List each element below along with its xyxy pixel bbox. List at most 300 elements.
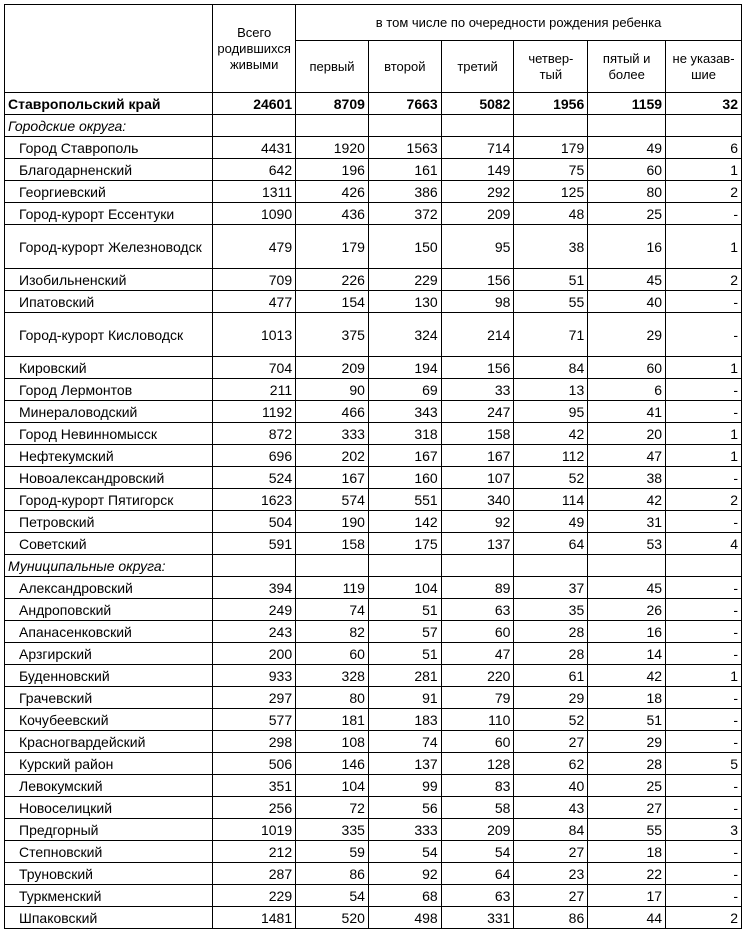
value-fourth: 38 bbox=[514, 225, 588, 269]
value-total: 1192 bbox=[213, 401, 296, 423]
table-row bbox=[5, 907, 742, 929]
value-first: 74 bbox=[296, 599, 369, 621]
value-total: 872 bbox=[213, 423, 296, 445]
district-name: Нефтекумский bbox=[5, 445, 213, 467]
header-col-second: второй bbox=[368, 41, 441, 93]
value-fifth-plus: 6 bbox=[588, 379, 666, 401]
value-third: 83 bbox=[441, 775, 514, 797]
value-first: 86 bbox=[296, 863, 369, 885]
value-third: 247 bbox=[441, 401, 514, 423]
value-second: 137 bbox=[368, 753, 441, 775]
value-fourth: 125 bbox=[514, 181, 588, 203]
table-row bbox=[5, 775, 742, 797]
value-second: 92 bbox=[368, 863, 441, 885]
value-second: 498 bbox=[368, 907, 441, 929]
value-second: 68 bbox=[368, 885, 441, 907]
value-fifth-plus: 41 bbox=[588, 401, 666, 423]
value-total: 297 bbox=[213, 687, 296, 709]
value-second: 386 bbox=[368, 181, 441, 203]
value-second: 167 bbox=[368, 445, 441, 467]
table-row bbox=[5, 357, 742, 379]
value-first: 209 bbox=[296, 357, 369, 379]
district-name: Город Ставрополь bbox=[5, 137, 213, 159]
value-fourth: 84 bbox=[514, 819, 588, 841]
value-unspecified: 6 bbox=[666, 137, 742, 159]
value-second: 183 bbox=[368, 709, 441, 731]
value-unspecified: - bbox=[666, 379, 742, 401]
value-fifth-plus bbox=[588, 555, 666, 577]
value-second: 333 bbox=[368, 819, 441, 841]
value-fifth-plus: 18 bbox=[588, 841, 666, 863]
value-fifth-plus: 25 bbox=[588, 203, 666, 225]
value-third: 33 bbox=[441, 379, 514, 401]
value-first: 466 bbox=[296, 401, 369, 423]
district-name: Советский bbox=[5, 533, 213, 555]
value-total: 212 bbox=[213, 841, 296, 863]
table-row bbox=[5, 401, 742, 423]
table-row bbox=[5, 885, 742, 907]
value-first: 167 bbox=[296, 467, 369, 489]
value-fourth bbox=[514, 115, 588, 137]
value-fourth: 64 bbox=[514, 533, 588, 555]
value-unspecified: 1 bbox=[666, 665, 742, 687]
value-first: 154 bbox=[296, 291, 369, 313]
section-row bbox=[5, 115, 742, 137]
value-second: 91 bbox=[368, 687, 441, 709]
value-third: 167 bbox=[441, 445, 514, 467]
value-fourth: 55 bbox=[514, 291, 588, 313]
value-first: 80 bbox=[296, 687, 369, 709]
value-second: 194 bbox=[368, 357, 441, 379]
district-name: Новоалександровский bbox=[5, 467, 213, 489]
value-fourth: 27 bbox=[514, 841, 588, 863]
value-total: 298 bbox=[213, 731, 296, 753]
value-unspecified: 5 bbox=[666, 753, 742, 775]
value-unspecified: - bbox=[666, 621, 742, 643]
value-second: 7663 bbox=[368, 93, 441, 115]
value-second: 99 bbox=[368, 775, 441, 797]
value-fourth: 62 bbox=[514, 753, 588, 775]
value-fourth: 28 bbox=[514, 643, 588, 665]
value-fourth: 23 bbox=[514, 863, 588, 885]
value-unspecified: - bbox=[666, 863, 742, 885]
value-first: 335 bbox=[296, 819, 369, 841]
district-name: Кировский bbox=[5, 357, 213, 379]
value-third: 5082 bbox=[441, 93, 514, 115]
district-name: Ставропольский край bbox=[5, 93, 213, 115]
table-row bbox=[5, 621, 742, 643]
table-row bbox=[5, 797, 742, 819]
value-second: 318 bbox=[368, 423, 441, 445]
value-fifth-plus: 25 bbox=[588, 775, 666, 797]
value-first: 520 bbox=[296, 907, 369, 929]
district-name: Грачевский bbox=[5, 687, 213, 709]
value-fifth-plus: 20 bbox=[588, 423, 666, 445]
district-name: Буденновский bbox=[5, 665, 213, 687]
value-fifth-plus: 18 bbox=[588, 687, 666, 709]
value-fourth: 52 bbox=[514, 467, 588, 489]
value-total: 287 bbox=[213, 863, 296, 885]
header-col-third: третий bbox=[441, 41, 514, 93]
value-second: 69 bbox=[368, 379, 441, 401]
value-total: 256 bbox=[213, 797, 296, 819]
value-second: 1563 bbox=[368, 137, 441, 159]
value-unspecified: - bbox=[666, 731, 742, 753]
district-name: Благодарненский bbox=[5, 159, 213, 181]
table-row bbox=[5, 225, 742, 269]
table-row bbox=[5, 269, 742, 291]
value-second: 161 bbox=[368, 159, 441, 181]
value-total: 933 bbox=[213, 665, 296, 687]
value-third: 95 bbox=[441, 225, 514, 269]
value-unspecified: - bbox=[666, 797, 742, 819]
value-fifth-plus: 45 bbox=[588, 577, 666, 599]
value-fourth: 86 bbox=[514, 907, 588, 929]
district-name: Апанасенковский bbox=[5, 621, 213, 643]
value-fifth-plus: 55 bbox=[588, 819, 666, 841]
value-total: 211 bbox=[213, 379, 296, 401]
value-fifth-plus: 22 bbox=[588, 863, 666, 885]
table-row bbox=[5, 863, 742, 885]
district-name: Город Лермонтов bbox=[5, 379, 213, 401]
table-row bbox=[5, 687, 742, 709]
value-total: 524 bbox=[213, 467, 296, 489]
value-unspecified: 2 bbox=[666, 269, 742, 291]
district-name: Предгорный bbox=[5, 819, 213, 841]
value-third: 292 bbox=[441, 181, 514, 203]
table-row bbox=[5, 841, 742, 863]
table-row bbox=[5, 577, 742, 599]
district-name: Кочубеевский bbox=[5, 709, 213, 731]
value-first: 82 bbox=[296, 621, 369, 643]
value-unspecified: - bbox=[666, 467, 742, 489]
value-fourth: 28 bbox=[514, 621, 588, 643]
value-total: 249 bbox=[213, 599, 296, 621]
value-second: 324 bbox=[368, 313, 441, 357]
value-fifth-plus: 44 bbox=[588, 907, 666, 929]
value-unspecified: 2 bbox=[666, 907, 742, 929]
value-first: 226 bbox=[296, 269, 369, 291]
value-first: 104 bbox=[296, 775, 369, 797]
value-fourth: 95 bbox=[514, 401, 588, 423]
district-name: Петровский bbox=[5, 511, 213, 533]
district-name: Труновский bbox=[5, 863, 213, 885]
value-fourth: 40 bbox=[514, 775, 588, 797]
value-fourth bbox=[514, 555, 588, 577]
value-fourth: 27 bbox=[514, 731, 588, 753]
value-third: 47 bbox=[441, 643, 514, 665]
value-first: 119 bbox=[296, 577, 369, 599]
value-first: 1920 bbox=[296, 137, 369, 159]
value-fourth: 52 bbox=[514, 709, 588, 731]
value-first: 190 bbox=[296, 511, 369, 533]
table-row bbox=[5, 423, 742, 445]
value-unspecified: - bbox=[666, 291, 742, 313]
district-name: Туркменский bbox=[5, 885, 213, 907]
table-header bbox=[5, 5, 742, 93]
value-first: 108 bbox=[296, 731, 369, 753]
value-fourth: 1956 bbox=[514, 93, 588, 115]
value-second: 51 bbox=[368, 599, 441, 621]
value-third: 331 bbox=[441, 907, 514, 929]
table-row bbox=[5, 203, 742, 225]
district-name: Минераловодский bbox=[5, 401, 213, 423]
value-first: 8709 bbox=[296, 93, 369, 115]
district-name: Арзгирский bbox=[5, 643, 213, 665]
value-unspecified: 32 bbox=[666, 93, 742, 115]
value-total: 24601 bbox=[213, 93, 296, 115]
value-fifth-plus: 47 bbox=[588, 445, 666, 467]
value-third: 63 bbox=[441, 599, 514, 621]
value-unspecified: - bbox=[666, 841, 742, 863]
value-third: 58 bbox=[441, 797, 514, 819]
table-row bbox=[5, 643, 742, 665]
value-unspecified: - bbox=[666, 709, 742, 731]
value-third: 89 bbox=[441, 577, 514, 599]
value-unspecified bbox=[666, 115, 742, 137]
value-fourth: 13 bbox=[514, 379, 588, 401]
value-unspecified: - bbox=[666, 511, 742, 533]
value-unspecified: - bbox=[666, 577, 742, 599]
value-second: 51 bbox=[368, 643, 441, 665]
value-total: 243 bbox=[213, 621, 296, 643]
value-fourth: 75 bbox=[514, 159, 588, 181]
value-second bbox=[368, 555, 441, 577]
value-fifth-plus: 60 bbox=[588, 159, 666, 181]
value-first: 333 bbox=[296, 423, 369, 445]
value-first: 90 bbox=[296, 379, 369, 401]
value-first bbox=[296, 555, 369, 577]
table-row bbox=[5, 489, 742, 511]
value-second: 281 bbox=[368, 665, 441, 687]
value-second: 160 bbox=[368, 467, 441, 489]
value-fifth-plus: 28 bbox=[588, 753, 666, 775]
value-total: 1090 bbox=[213, 203, 296, 225]
value-unspecified bbox=[666, 555, 742, 577]
value-total: 229 bbox=[213, 885, 296, 907]
value-third: 98 bbox=[441, 291, 514, 313]
value-unspecified: 1 bbox=[666, 225, 742, 269]
value-fifth-plus: 29 bbox=[588, 313, 666, 357]
table-row bbox=[5, 709, 742, 731]
table-row bbox=[5, 467, 742, 489]
value-second: 175 bbox=[368, 533, 441, 555]
district-name: Город Невинномысск bbox=[5, 423, 213, 445]
value-third bbox=[441, 555, 514, 577]
district-name: Александровский bbox=[5, 577, 213, 599]
table-row bbox=[5, 511, 742, 533]
total-row bbox=[5, 93, 742, 115]
value-unspecified: - bbox=[666, 885, 742, 907]
value-fourth: 42 bbox=[514, 423, 588, 445]
section-label: Городские округа: bbox=[5, 115, 213, 137]
table-row bbox=[5, 159, 742, 181]
value-second: 74 bbox=[368, 731, 441, 753]
district-name: Курский район bbox=[5, 753, 213, 775]
value-total: 696 bbox=[213, 445, 296, 467]
value-third: 156 bbox=[441, 269, 514, 291]
value-fifth-plus: 17 bbox=[588, 885, 666, 907]
value-third: 128 bbox=[441, 753, 514, 775]
value-unspecified: 1 bbox=[666, 357, 742, 379]
value-fifth-plus: 53 bbox=[588, 533, 666, 555]
value-fifth-plus: 42 bbox=[588, 489, 666, 511]
value-first: 72 bbox=[296, 797, 369, 819]
value-first: 158 bbox=[296, 533, 369, 555]
value-fifth-plus: 1159 bbox=[588, 93, 666, 115]
value-total: 479 bbox=[213, 225, 296, 269]
value-fifth-plus: 16 bbox=[588, 225, 666, 269]
value-fourth: 114 bbox=[514, 489, 588, 511]
value-second: 57 bbox=[368, 621, 441, 643]
district-name: Город-курорт Ессентуки bbox=[5, 203, 213, 225]
value-third: 714 bbox=[441, 137, 514, 159]
section-label: Муниципальные округа: bbox=[5, 555, 213, 577]
value-third: 54 bbox=[441, 841, 514, 863]
value-total: 506 bbox=[213, 753, 296, 775]
value-fifth-plus: 26 bbox=[588, 599, 666, 621]
value-total: 709 bbox=[213, 269, 296, 291]
table-row bbox=[5, 291, 742, 313]
value-first: 426 bbox=[296, 181, 369, 203]
value-second: 142 bbox=[368, 511, 441, 533]
value-third: 209 bbox=[441, 203, 514, 225]
value-third: 158 bbox=[441, 423, 514, 445]
district-name: Левокумский bbox=[5, 775, 213, 797]
value-third: 63 bbox=[441, 885, 514, 907]
value-unspecified: - bbox=[666, 687, 742, 709]
value-total: 1311 bbox=[213, 181, 296, 203]
value-fifth-plus: 42 bbox=[588, 665, 666, 687]
value-unspecified: - bbox=[666, 203, 742, 225]
value-total: 642 bbox=[213, 159, 296, 181]
value-unspecified: - bbox=[666, 599, 742, 621]
value-total: 1013 bbox=[213, 313, 296, 357]
value-total bbox=[213, 555, 296, 577]
header-col-fifth-plus: пятый и более bbox=[588, 41, 666, 93]
value-third: 149 bbox=[441, 159, 514, 181]
value-fifth-plus: 29 bbox=[588, 731, 666, 753]
header-corner bbox=[5, 5, 213, 93]
table-row bbox=[5, 819, 742, 841]
section-row bbox=[5, 555, 742, 577]
table-row bbox=[5, 665, 742, 687]
value-third: 110 bbox=[441, 709, 514, 731]
table-row bbox=[5, 313, 742, 357]
value-unspecified: - bbox=[666, 643, 742, 665]
value-first: 328 bbox=[296, 665, 369, 687]
value-unspecified: - bbox=[666, 775, 742, 797]
table-row bbox=[5, 379, 742, 401]
value-unspecified: 3 bbox=[666, 819, 742, 841]
value-fourth: 43 bbox=[514, 797, 588, 819]
district-name: Город-курорт Кисловодск bbox=[5, 313, 213, 357]
value-fifth-plus: 45 bbox=[588, 269, 666, 291]
header-col-unspecified: не указав-шие bbox=[666, 41, 742, 93]
value-second bbox=[368, 115, 441, 137]
value-total: 591 bbox=[213, 533, 296, 555]
header-group: в том числе по очередности рождения ребенка bbox=[296, 5, 742, 41]
value-total: 200 bbox=[213, 643, 296, 665]
value-second: 130 bbox=[368, 291, 441, 313]
value-second: 343 bbox=[368, 401, 441, 423]
value-fifth-plus: 31 bbox=[588, 511, 666, 533]
value-fifth-plus: 38 bbox=[588, 467, 666, 489]
births-table bbox=[4, 4, 742, 929]
value-third: 220 bbox=[441, 665, 514, 687]
value-unspecified: 1 bbox=[666, 445, 742, 467]
table-row bbox=[5, 445, 742, 467]
value-second: 150 bbox=[368, 225, 441, 269]
value-fourth: 27 bbox=[514, 885, 588, 907]
value-first: 375 bbox=[296, 313, 369, 357]
value-fifth-plus: 51 bbox=[588, 709, 666, 731]
district-name: Город-курорт Пятигорск bbox=[5, 489, 213, 511]
value-third: 156 bbox=[441, 357, 514, 379]
value-fifth-plus: 60 bbox=[588, 357, 666, 379]
value-third: 340 bbox=[441, 489, 514, 511]
value-unspecified: 1 bbox=[666, 423, 742, 445]
value-third: 92 bbox=[441, 511, 514, 533]
value-first bbox=[296, 115, 369, 137]
value-third: 214 bbox=[441, 313, 514, 357]
value-fifth-plus: 14 bbox=[588, 643, 666, 665]
header-col-fourth: четвер-тый bbox=[514, 41, 588, 93]
header-total: Всего родившихся живыми bbox=[213, 5, 296, 93]
value-fourth: 51 bbox=[514, 269, 588, 291]
value-first: 179 bbox=[296, 225, 369, 269]
district-name: Георгиевский bbox=[5, 181, 213, 203]
table-row bbox=[5, 753, 742, 775]
value-fifth-plus: 80 bbox=[588, 181, 666, 203]
table-row bbox=[5, 137, 742, 159]
value-unspecified: - bbox=[666, 401, 742, 423]
value-unspecified: 4 bbox=[666, 533, 742, 555]
value-unspecified: 1 bbox=[666, 159, 742, 181]
value-fifth-plus bbox=[588, 115, 666, 137]
value-fourth: 112 bbox=[514, 445, 588, 467]
value-fifth-plus: 16 bbox=[588, 621, 666, 643]
value-fourth: 37 bbox=[514, 577, 588, 599]
value-fifth-plus: 40 bbox=[588, 291, 666, 313]
value-fourth: 61 bbox=[514, 665, 588, 687]
table-row bbox=[5, 181, 742, 203]
value-first: 54 bbox=[296, 885, 369, 907]
value-first: 59 bbox=[296, 841, 369, 863]
table-row bbox=[5, 533, 742, 555]
value-second: 551 bbox=[368, 489, 441, 511]
district-name: Город-курорт Железноводск bbox=[5, 225, 213, 269]
header-col-first: первый bbox=[296, 41, 369, 93]
district-name: Андроповский bbox=[5, 599, 213, 621]
table-row bbox=[5, 731, 742, 753]
table-body bbox=[5, 93, 742, 929]
value-first: 60 bbox=[296, 643, 369, 665]
value-third: 79 bbox=[441, 687, 514, 709]
value-fourth: 71 bbox=[514, 313, 588, 357]
value-first: 436 bbox=[296, 203, 369, 225]
value-first: 181 bbox=[296, 709, 369, 731]
value-fifth-plus: 49 bbox=[588, 137, 666, 159]
value-third: 64 bbox=[441, 863, 514, 885]
value-second: 229 bbox=[368, 269, 441, 291]
value-total: 577 bbox=[213, 709, 296, 731]
district-name: Степновский bbox=[5, 841, 213, 863]
value-fourth: 49 bbox=[514, 511, 588, 533]
value-fourth: 84 bbox=[514, 357, 588, 379]
value-total: 1019 bbox=[213, 819, 296, 841]
value-fourth: 29 bbox=[514, 687, 588, 709]
